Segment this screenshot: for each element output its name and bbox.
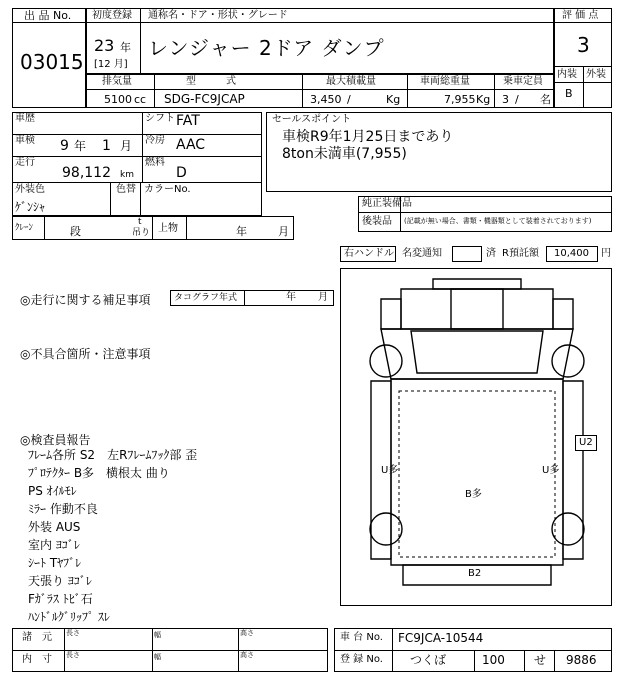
color-change-label: 色替 xyxy=(116,184,136,195)
inspection-month-unit: 月 xyxy=(120,139,133,153)
driving-notes-label: ◎走行に関する補足事項 xyxy=(20,293,151,307)
shift-label: シフト xyxy=(145,113,175,124)
spec-length-label: 長さ xyxy=(66,629,80,637)
mileage: 98,112 xyxy=(62,165,111,181)
gross-weight-unit: Kg xyxy=(476,93,491,106)
mileage-label: 走行 xyxy=(15,157,35,168)
sales-line-2: 8ton未満車(7,955) xyxy=(282,146,407,162)
ac: AAC xyxy=(176,137,206,153)
crane-stage: 段 xyxy=(70,225,81,238)
defects-label: ◎不具合箇所・注意事項 xyxy=(20,347,151,361)
capacity-unit: 名 xyxy=(540,93,551,106)
reg-kana: せ xyxy=(534,653,547,667)
lot-no: 03015 xyxy=(20,50,84,74)
aftermarket-note: (記載が無い場合、書類・機器類として装着されております) xyxy=(404,217,592,225)
spec-width-label: 幅 xyxy=(154,631,161,639)
inspection-year: 9 xyxy=(60,138,69,154)
tacho-month: 月 xyxy=(318,292,328,303)
inspection-label: 車検 xyxy=(15,135,35,146)
crane-label: ｸﾚｰﾝ xyxy=(15,223,34,233)
reg-number: 9886 xyxy=(566,653,597,667)
max-load: 3,450 xyxy=(310,93,342,106)
max-load-unit: Kg xyxy=(386,93,401,106)
name-change-box xyxy=(452,246,482,262)
car-name-label: 通称名・ドア・形状・グレード xyxy=(148,10,288,21)
exterior-color: ｹﾞﾝｼｬ xyxy=(15,200,46,214)
car-name: レンジャー 2ドア ダンプ xyxy=(148,36,385,60)
inspector-line: Fｶﾞﾗｽ ﾄﾋﾞ石 xyxy=(28,592,93,606)
displacement-label: 排気量 xyxy=(102,76,132,87)
reg-year-unit: 年 xyxy=(120,41,131,54)
chassis-no: FC9JCA-10544 xyxy=(398,631,484,645)
recycle-deposit: 10,400 xyxy=(554,248,589,259)
tacho-year: 年 xyxy=(286,292,296,303)
damage-diagram xyxy=(340,268,612,606)
inspector-line: 天張り ﾖｺﾞﾚ xyxy=(28,574,92,588)
lift-month: 月 xyxy=(278,225,289,238)
crane-ton: t xyxy=(138,217,142,227)
sales-label: セールスポイント xyxy=(272,114,352,125)
tacho-label: タコグラフ年式 xyxy=(174,293,238,303)
fuel: D xyxy=(176,165,187,181)
inspector-line: ﾌﾚｰﾑ各所 S2 左Rﾌﾚｰﾑﾌｯｸ部 歪 xyxy=(28,448,198,462)
inspector-line: ﾊﾝﾄﾞﾙｸﾞﾘｯﾌﾟ ｽﾚ xyxy=(28,610,110,624)
sales-line-1: 車検R9年1月25日まであり xyxy=(282,129,454,145)
spec-height-label: 高さ xyxy=(240,629,254,637)
inner-height-label: 高さ xyxy=(240,651,254,659)
damage-u-left: U多 xyxy=(381,465,399,476)
interior-label: 内装 xyxy=(557,69,577,80)
recycle-label: 済 xyxy=(486,248,496,259)
first-reg-label: 初度登録 xyxy=(92,10,132,21)
damage-bed: B多 xyxy=(465,489,482,500)
score-label: 評 価 点 xyxy=(562,10,599,21)
lot-no-label: 出 品 No. xyxy=(24,9,72,22)
inner-length-label: 長さ xyxy=(66,651,80,659)
max-load-label: 最大積載量 xyxy=(326,76,376,87)
inspector-label: ◎検査員報告 xyxy=(20,433,91,447)
color-code-label: カラーNo. xyxy=(144,184,191,195)
truck-outline xyxy=(341,269,613,607)
lift-label: 上物 xyxy=(158,223,178,234)
inspector-line: ﾌﾟﾛﾃｸﾀｰ B多 横根太 曲り xyxy=(28,466,170,480)
fuel-label: 燃料 xyxy=(145,157,165,168)
inspector-line: 室内 ﾖｺﾞﾚ xyxy=(28,538,80,552)
shift: FAT xyxy=(176,113,200,129)
inner-dims-label: 内 寸 xyxy=(22,654,52,665)
inspector-line: ｼｰﾄ Tﾔﾌﾞﾚ xyxy=(28,556,82,570)
damage-rear: B2 xyxy=(468,568,482,579)
capacity: 3 xyxy=(502,93,509,106)
gross-weight: 7,955 xyxy=(444,93,476,106)
inspector-line: ﾐﾗｰ 作動不良 xyxy=(28,502,98,516)
spec-dims-label: 諸 元 xyxy=(22,632,52,643)
crane-box xyxy=(12,216,294,240)
reg-class: 100 xyxy=(482,653,505,667)
history-label: 車歴 xyxy=(15,113,35,124)
max-load-sep: / xyxy=(347,93,351,106)
displacement: 5100 xyxy=(104,93,132,106)
inspector-line: 外装 AUS xyxy=(28,520,81,534)
exterior-label: 外装 xyxy=(586,69,606,80)
right-hand: 右ハンドル xyxy=(344,248,394,259)
inspection-year-unit: 年 xyxy=(74,139,87,153)
recycle-unit: 円 xyxy=(601,248,611,259)
damage-u2: U2 xyxy=(579,437,593,448)
gross-weight-label: 車両総重量 xyxy=(420,76,470,87)
reg-month: [12 月] xyxy=(94,59,128,70)
exterior-color-label: 外装色 xyxy=(15,184,45,195)
name-change-label: 名変通知 xyxy=(402,248,442,259)
lift-year: 年 xyxy=(236,225,247,238)
displacement-unit: cc xyxy=(134,93,147,106)
ac-label: 冷房 xyxy=(145,135,165,146)
details-box xyxy=(12,112,262,216)
capacity-sep: / xyxy=(515,93,519,106)
reg-label: 登 録 No. xyxy=(340,654,383,665)
chassis-label: 車 台 No. xyxy=(340,632,383,643)
aftermarket-label: 後装品 xyxy=(362,216,392,227)
damage-u-right: U多 xyxy=(542,465,560,476)
reg-place: つくば xyxy=(410,653,447,667)
crane-hook: 吊り xyxy=(132,228,151,238)
interior-grade: B xyxy=(565,87,573,100)
recycle-deposit-label: R預託額 xyxy=(502,248,539,259)
score: 3 xyxy=(577,33,590,57)
model: SDG-FC9JCAP xyxy=(164,92,245,106)
reg-year: 23 xyxy=(94,36,115,55)
genuine-label: 純正装備品 xyxy=(362,198,412,209)
mileage-unit: km xyxy=(120,170,134,180)
inspector-line: PS ｵｲﾙﾓﾚ xyxy=(28,484,77,498)
inner-width-label: 幅 xyxy=(154,653,161,661)
model-label: 型 式 xyxy=(186,76,236,87)
capacity-label: 乗車定員 xyxy=(503,76,543,87)
inspection-month: 1 xyxy=(102,138,111,154)
